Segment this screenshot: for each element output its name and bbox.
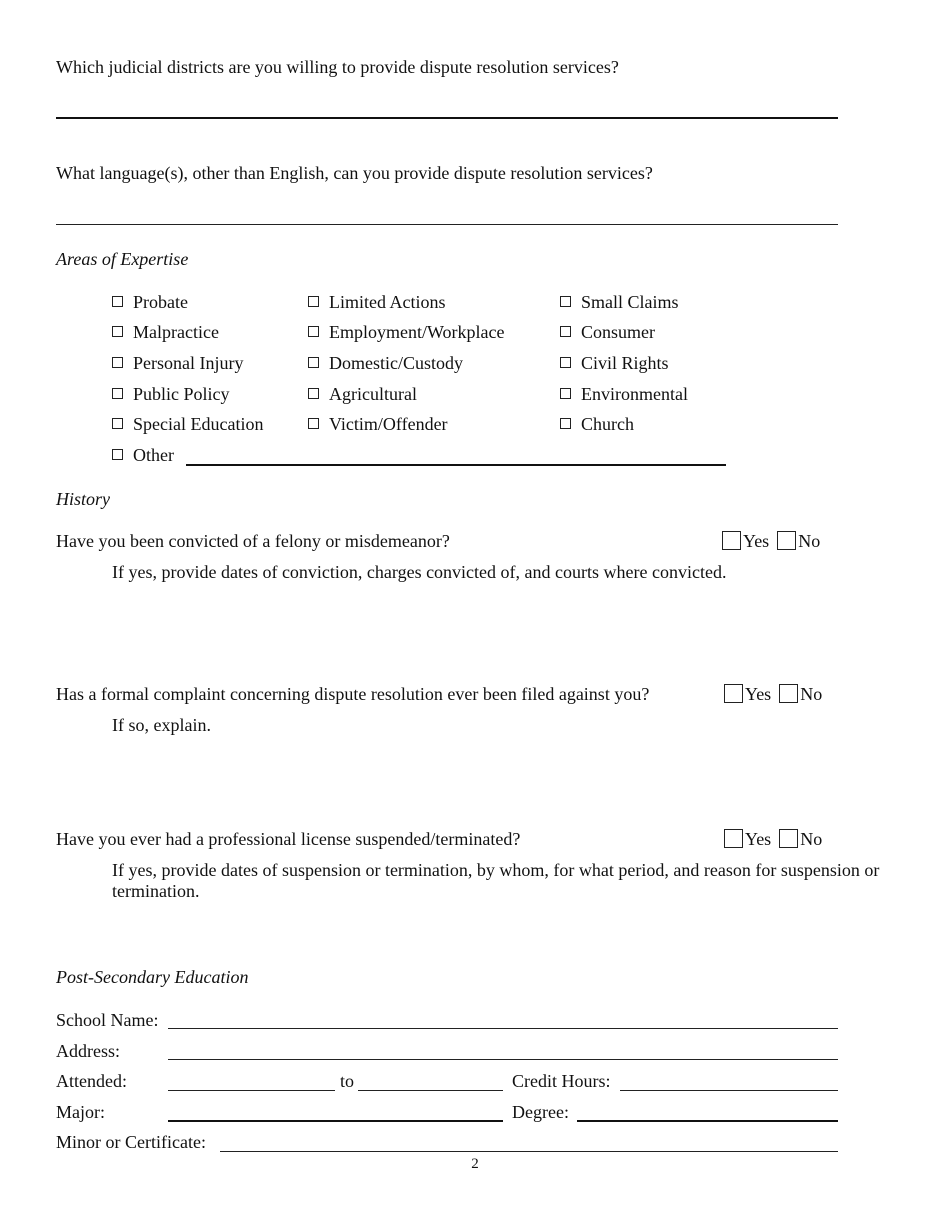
checkbox-icon[interactable]: [724, 829, 743, 848]
address-field[interactable]: [168, 1059, 838, 1060]
history-question-complaint: Has a formal complaint concerning dispute resolution ever been filed against you?: [56, 684, 650, 704]
checkbox-icon[interactable]: [560, 418, 571, 429]
license-yes-checkbox[interactable]: Yes: [724, 829, 771, 850]
checkbox-employment-workplace[interactable]: Employment/Workplace: [308, 322, 505, 343]
checkbox-icon[interactable]: [308, 418, 319, 429]
checkbox-agricultural[interactable]: Agricultural: [308, 384, 417, 405]
checkbox-icon[interactable]: [308, 388, 319, 399]
attended-to-label: to: [340, 1071, 355, 1091]
question-languages: What language(s), other than English, can you provide dispute resolution services?: [56, 163, 653, 183]
conviction-yes-no: [722, 531, 828, 552]
minor-certificate-label: Minor or Certificate:: [56, 1132, 206, 1152]
conviction-no-checkbox[interactable]: No: [777, 531, 820, 552]
major-label: Major:: [56, 1102, 105, 1122]
checkbox-icon[interactable]: [308, 357, 319, 368]
checkbox-icon[interactable]: [560, 357, 571, 368]
complaint-detail: If so, explain.: [112, 715, 211, 735]
license-detail: If yes, provide dates of suspension or termination, by whom, for what period, and reason for suspension or termination.: [112, 860, 880, 901]
other-expertise-line[interactable]: [186, 464, 726, 466]
checkbox-icon[interactable]: [112, 326, 123, 337]
checkbox-special-education[interactable]: Special Education: [112, 414, 263, 435]
license-no-checkbox[interactable]: No: [779, 829, 822, 850]
address-label: Address:: [56, 1041, 120, 1061]
conviction-yes-checkbox[interactable]: Yes: [722, 531, 769, 552]
school-name-field[interactable]: [168, 1028, 838, 1029]
attended-from-field[interactable]: [168, 1090, 335, 1091]
complaint-yes-checkbox[interactable]: Yes: [724, 684, 771, 705]
checkbox-limited-actions[interactable]: Limited Actions: [308, 292, 446, 313]
checkbox-icon[interactable]: [112, 388, 123, 399]
major-field[interactable]: [168, 1120, 503, 1122]
checkbox-other[interactable]: Other: [112, 445, 174, 466]
checkbox-icon[interactable]: [560, 296, 571, 307]
checkbox-icon[interactable]: [560, 388, 571, 399]
checkbox-icon[interactable]: [560, 326, 571, 337]
checkbox-personal-injury[interactable]: Personal Injury: [112, 353, 243, 374]
degree-field[interactable]: [577, 1120, 838, 1122]
checkbox-consumer[interactable]: Consumer: [560, 322, 655, 343]
checkbox-icon[interactable]: [112, 418, 123, 429]
checkbox-public-policy[interactable]: Public Policy: [112, 384, 230, 405]
education-heading: Post-Secondary Education: [56, 967, 249, 987]
history-heading: History: [56, 489, 110, 509]
expertise-heading: Areas of Expertise: [56, 249, 189, 269]
checkbox-icon[interactable]: [308, 296, 319, 307]
checkbox-civil-rights[interactable]: Civil Rights: [560, 353, 669, 374]
complaint-no-checkbox[interactable]: No: [779, 684, 822, 705]
question-districts: Which judicial districts are you willing to provide dispute resolution services?: [56, 57, 619, 77]
attended-to-field[interactable]: [358, 1090, 503, 1091]
conviction-detail: If yes, provide dates of conviction, charges convicted of, and courts where convicted.: [112, 562, 727, 582]
checkbox-icon[interactable]: [724, 684, 743, 703]
districts-answer-line[interactable]: [56, 117, 838, 119]
checkbox-icon[interactable]: [779, 829, 798, 848]
checkbox-environmental[interactable]: Environmental: [560, 384, 688, 405]
complaint-yes-no: [724, 684, 830, 705]
checkbox-small-claims[interactable]: Small Claims: [560, 292, 679, 313]
history-question-license: Have you ever had a professional license suspended/terminated?: [56, 829, 521, 849]
languages-answer-line[interactable]: [56, 224, 838, 225]
checkbox-domestic-custody[interactable]: Domestic/Custody: [308, 353, 463, 374]
checkbox-icon[interactable]: [112, 449, 123, 460]
license-yes-no: [724, 829, 830, 850]
history-question-conviction: Have you been convicted of a felony or misdemeanor?: [56, 531, 450, 551]
degree-label: Degree:: [512, 1102, 569, 1122]
checkbox-icon[interactable]: [779, 684, 798, 703]
checkbox-icon[interactable]: [112, 296, 123, 307]
minor-certificate-field[interactable]: [220, 1151, 838, 1152]
checkbox-icon[interactable]: [112, 357, 123, 368]
checkbox-malpractice[interactable]: Malpractice: [112, 322, 219, 343]
credit-hours-label: Credit Hours:: [512, 1071, 611, 1091]
checkbox-probate[interactable]: Probate: [112, 292, 188, 313]
checkbox-icon[interactable]: [777, 531, 796, 550]
checkbox-icon[interactable]: [722, 531, 741, 550]
school-name-label: School Name:: [56, 1010, 159, 1030]
checkbox-church[interactable]: Church: [560, 414, 634, 435]
credit-hours-field[interactable]: [620, 1090, 838, 1091]
attended-label: Attended:: [56, 1071, 127, 1091]
checkbox-victim-offender[interactable]: Victim/Offender: [308, 414, 448, 435]
page-number: 2: [471, 1156, 479, 1172]
checkbox-icon[interactable]: [308, 326, 319, 337]
